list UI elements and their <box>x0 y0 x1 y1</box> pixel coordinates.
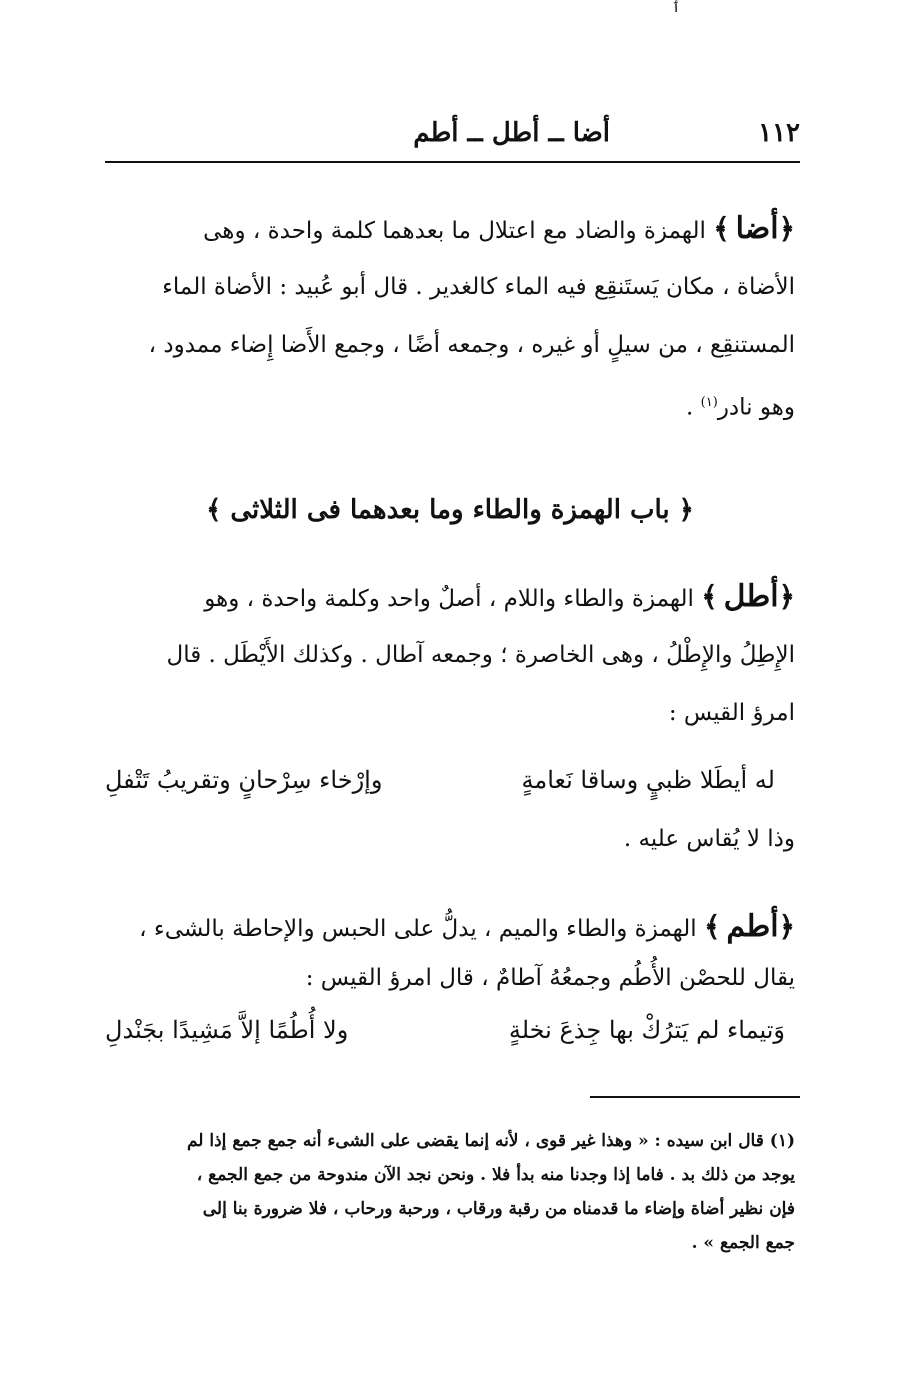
close-bracket: ﴾ <box>704 910 721 943</box>
entry-line: المستنقِع ، من سيلٍ أو غيره ، وجمعه أضًا ، وجمع الأَضا إِضاء ممدود ، <box>148 332 795 358</box>
close-bracket: ﴾ <box>713 212 730 245</box>
entry-headword: أطل <box>723 579 779 614</box>
entry-text: الهمزة والضاد مع اعتلال ما بعدهما كلمة واحدة ، وهى <box>203 218 706 244</box>
footnote-ref: (١) <box>700 395 718 410</box>
entry-text: وهو نادر <box>717 394 795 421</box>
entry-line <box>105 568 795 626</box>
verse <box>105 1000 795 1060</box>
entry-line <box>105 898 795 956</box>
footnote-line: جمع الجمع » . <box>691 1233 795 1253</box>
entry-text: الهمزة والطاء والميم ، يدلُّ على الحبس والإحاطة بالشىء ، <box>139 916 697 942</box>
section-title: ﴿ باب الهمزة والطاء وما بعدهما فى الثلاثى ﴾ <box>206 495 694 525</box>
open-bracket: ﴿ <box>778 212 795 245</box>
page-number: ١١٢ <box>758 118 800 148</box>
footnote-line: فإن نظير أضاة وإضاء ما قدمناه من رقبة ورقاب ، ورحبة ورحاب ، فلا ضرورة بنا إلى <box>202 1199 795 1219</box>
entry-line <box>105 200 795 258</box>
open-bracket: ﴿ <box>778 910 795 943</box>
verse-first-hemistich: وَتيماء لم يَترُكْ بها جِذعَ نخلةٍ <box>508 1016 785 1044</box>
entry-adha <box>105 200 795 432</box>
entry-text-end: . <box>686 394 701 421</box>
open-bracket: ﴿ <box>778 580 795 613</box>
footnote-rule <box>590 1096 800 1098</box>
entry-atam <box>105 898 795 1060</box>
entry-atal <box>105 568 795 868</box>
verse-first-hemistich: له أيطَلا ظبيٍ وساقا نَعامةٍ <box>521 766 775 794</box>
verse <box>105 742 795 810</box>
entry-line: الإِطِلُ والإِطْلُ ، وهى الخاصرة ؛ وجمعه آطال . وكذلك الأَيْطَل . قال <box>166 642 795 668</box>
footnote <box>105 1124 795 1260</box>
header-rule <box>105 161 800 163</box>
footnote-line: (١) قال ابن سيده : « وهذا غير قوى ، لأنه إنما يقضى على الشىء أنه جمع جمع إذا لم <box>186 1131 795 1151</box>
entry-line: يقال للحصْن الأُطُم وجمعُهُ آطامٌ ، قال امرؤ القيس : <box>305 965 795 991</box>
entry-headword: أضا <box>735 211 779 246</box>
entry-text: الهمزة والطاء واللام ، أصلٌ واحد وكلمة واحدة ، وهو <box>204 586 694 612</box>
running-header <box>105 118 800 160</box>
corner-mark: ٲ <box>672 0 681 16</box>
close-bracket: ﴾ <box>701 580 718 613</box>
verse-second-hemistich: وإرْخاء سِرْحانٍ وتقريبُ تَتْفلِ <box>105 766 383 794</box>
footnote-line: يوجد من ذلك بد . فاما إذا وجدنا منه بدأ فلا . ونحن نجد الآن مندوحة من جمع الجمع ، <box>196 1165 795 1185</box>
entry-line: وذا لا يُقاس عليه . <box>623 826 795 852</box>
entry-headword: أطم <box>726 909 779 944</box>
running-title: أضا ــ أطل ــ أطم <box>413 118 610 148</box>
entry-line: الأضاة ، مكان يَستَنقِع فيه الماء كالغدير . قال أبو عُبيد : الأضاة الماء <box>162 274 795 300</box>
entry-line <box>105 374 795 432</box>
verse-second-hemistich: ولا أُطُمًا إلاَّ مَشِيدًا بجَنْدلِ <box>105 1016 349 1044</box>
entry-line: امرؤ القيس : <box>668 700 795 726</box>
